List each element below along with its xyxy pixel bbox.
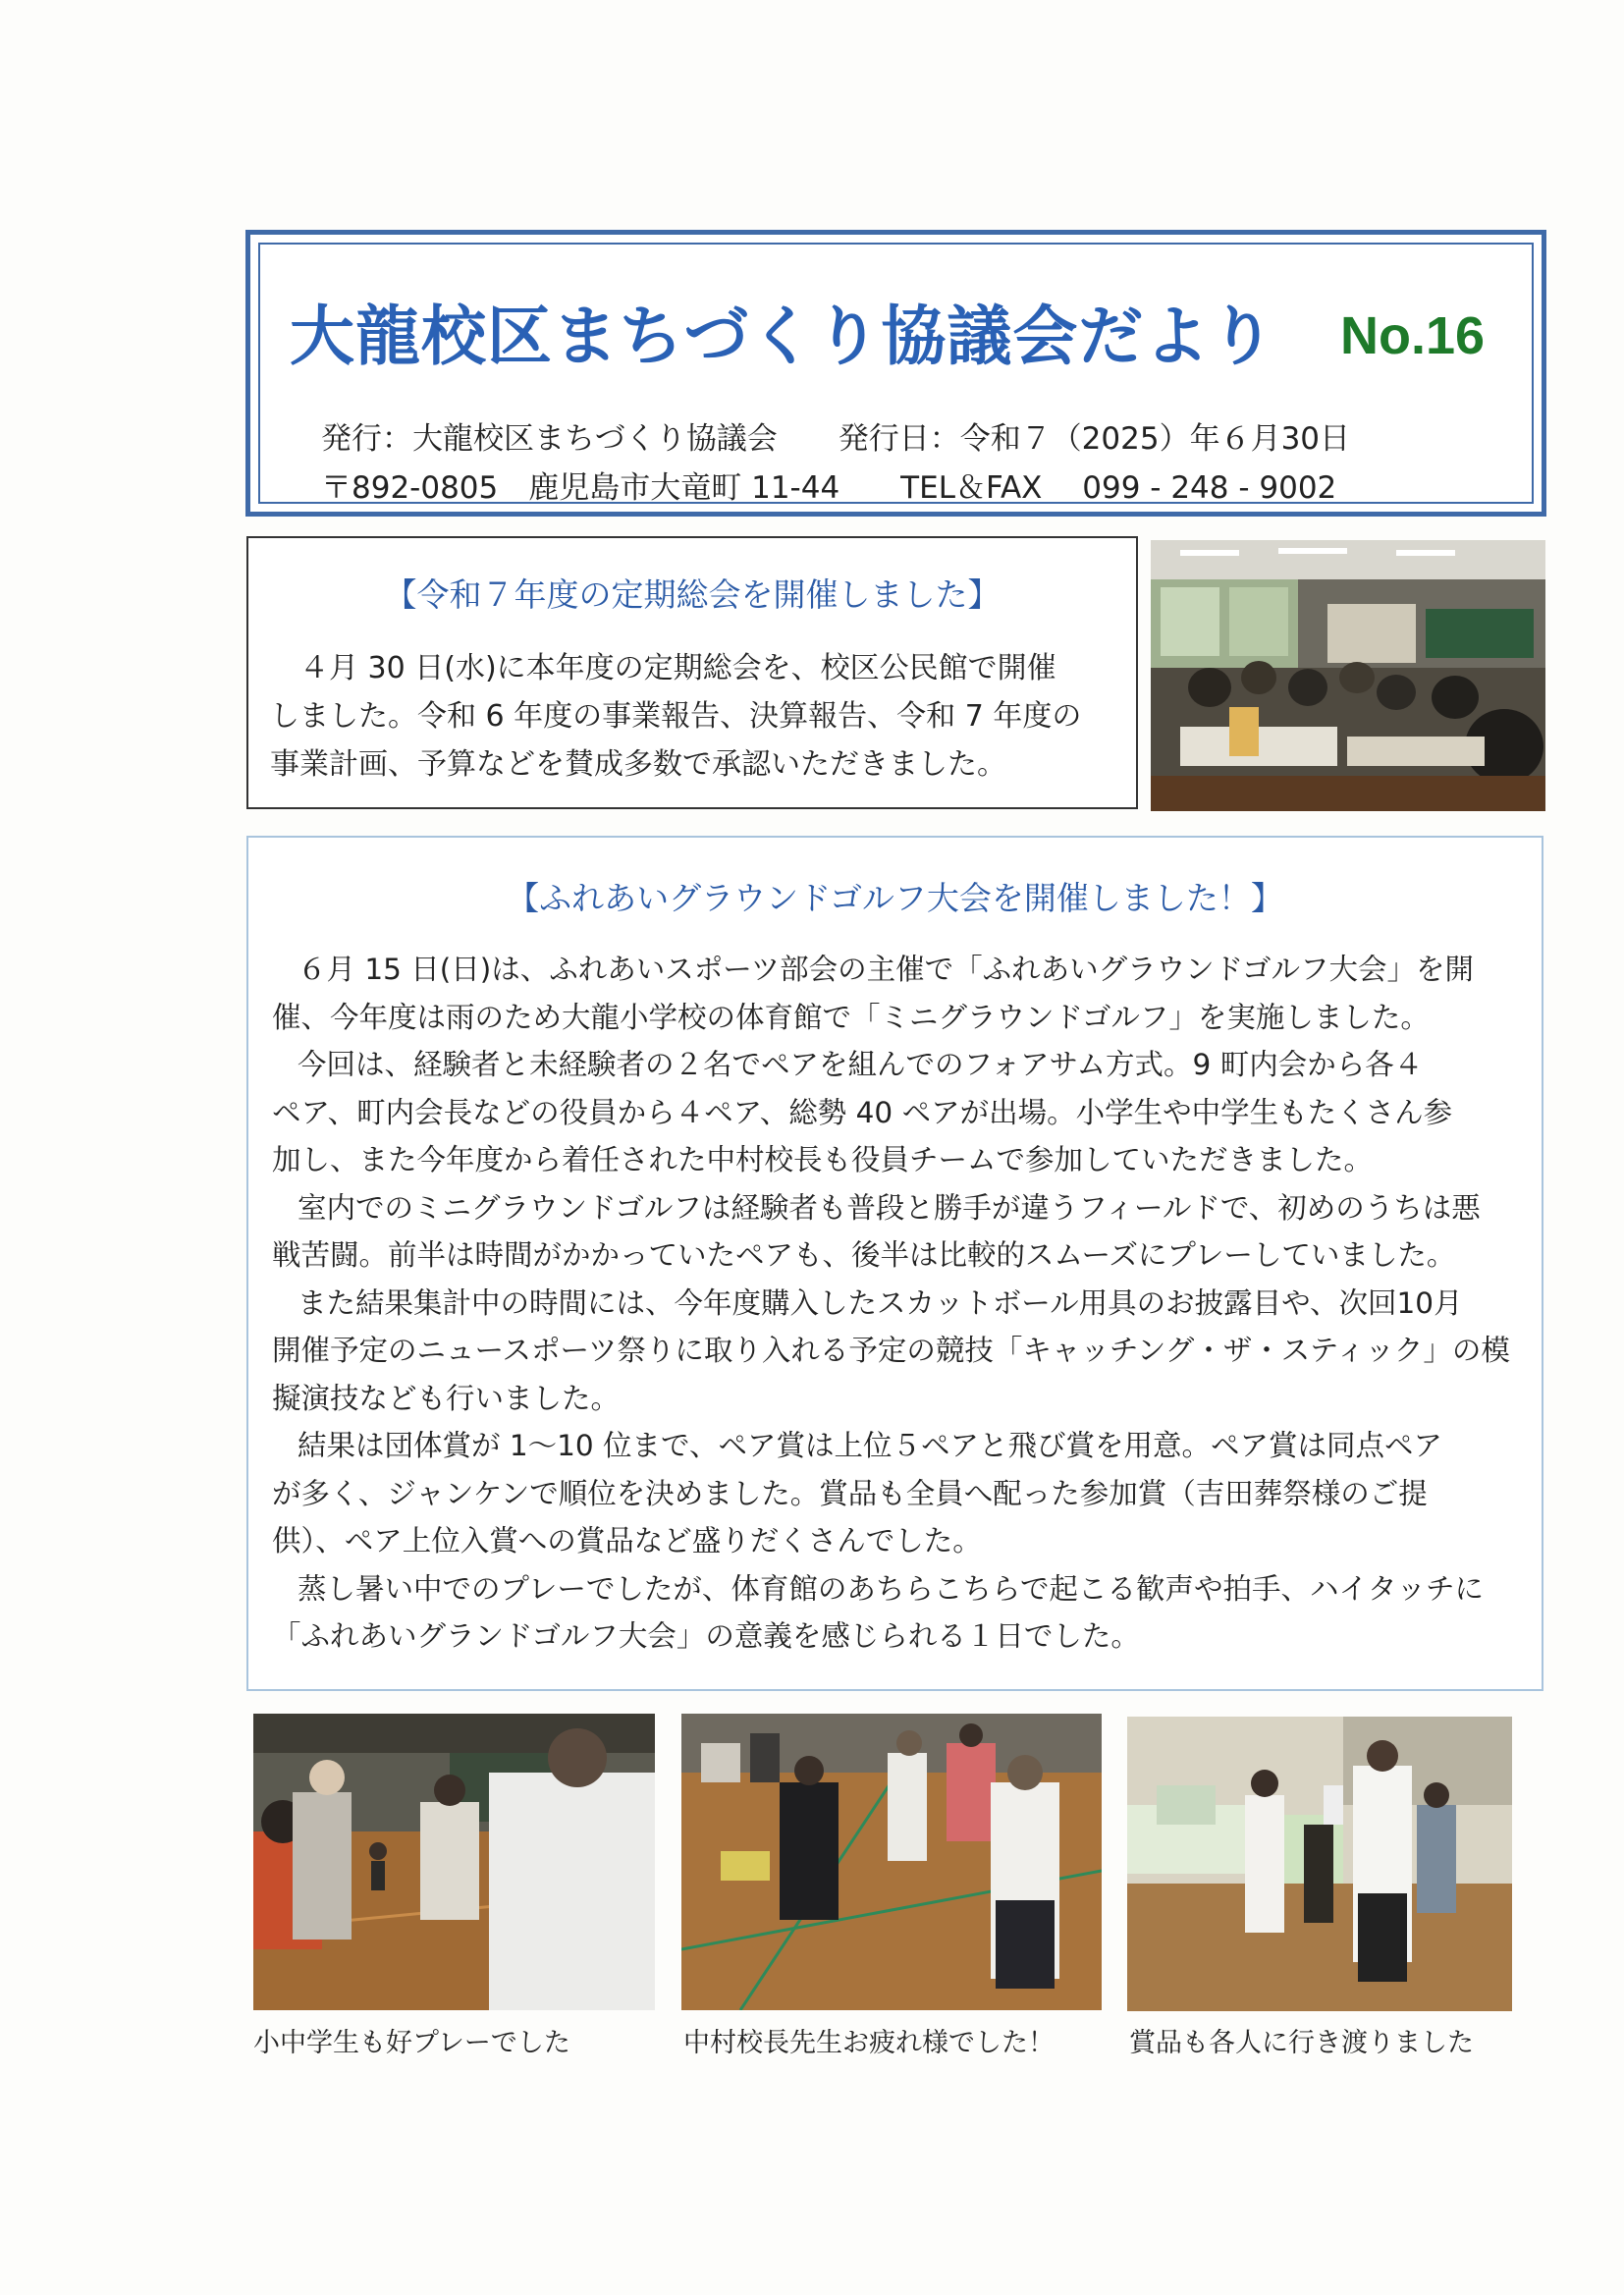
article-body (272, 946, 1524, 1661)
body-line: ４月 30 日(水)に本年度の定期総会を、校区公民館で開催 (299, 651, 1056, 685)
body-line: 加し、また今年度から着任された中村校長も役員チームで参加していただきました。 (272, 1143, 1374, 1176)
photo-caption: 賞品も各人に行き渡りました (1129, 2028, 1474, 2058)
body-line: また結果集計中の時間には、今年度購入したスカットボール用具のお披露目や、次回10月 (298, 1285, 1463, 1320)
body-line: が多く、ジャンケンで順位を決めました。賞品も全員へ配った参加賞（吉田葬祭様のご提 (272, 1476, 1428, 1510)
students-playing-photo (253, 1714, 655, 2010)
body-line: 蒸し暑い中でのプレーでしたが、体育館のあちらこちらで起こる歓声や拍手、ハイタッチに (298, 1571, 1485, 1606)
body-line: 供）、ペア上位入賞への賞品など盛りだくさんでした。 (272, 1524, 982, 1557)
masthead-inner-border (258, 243, 1534, 504)
article-heading: 【ふれあいグラウンドゴルフ大会を開催しました！】 (507, 879, 1283, 917)
masthead (245, 230, 1546, 517)
contact-line: 〒892-0805 鹿児島市大竜町 11-44 TEL＆FAX 099 - 248 - 9002 (321, 470, 1337, 506)
publisher-line: 発行：大龍校区まちづくり協議会 発行日：令和７（2025）年６月30日 (321, 421, 1351, 457)
photo-caption: 小中学生も好プレーでした (253, 2028, 570, 2058)
principal-playing-photo (681, 1714, 1102, 2010)
general-meeting-article (246, 536, 1138, 809)
body-line: ６月 15 日(日)は、ふれあいスポーツ部会の主催で「ふれあいグラウンドゴルフ大会」を開 (298, 953, 1474, 986)
issue-number: No.16 (1340, 306, 1486, 365)
body-line: ペア、町内会長などの役員から４ペア、総勢 40 ペアが出場。小学生や中学生もたくさん参 (272, 1095, 1453, 1129)
body-line: 室内でのミニグラウンドゴルフは経験者も普段と勝手が違うフィールドで、初めのうちは悪 (298, 1190, 1481, 1225)
body-line: 今回は、経験者と未経験者の２名でペアを組んでのフォアサム方式。9 町内会から各４ (298, 1048, 1424, 1081)
body-line: 開催予定のニュースポーツ祭りに取り入れる予定の競技「キャッチング・ザ・スティック」の模 (272, 1334, 1510, 1367)
body-line: 事業計画、予算などを賛成多数で承認いただきました。 (270, 747, 1006, 782)
article-heading: 【令和７年度の定期総会を開催しました】 (384, 575, 1001, 614)
body-line: 結果は団体賞が 1～10 位まで、ペア賞は上位５ペアと飛び賞を用意。ペア賞は同点ペア (298, 1429, 1442, 1462)
photo-caption: 中村校長先生お疲れ様でした！ (683, 2028, 1055, 2058)
meeting-photo (1151, 540, 1545, 811)
body-line: しました。令和 6 年度の事業報告、決算報告、令和 7 年度の (270, 699, 1082, 734)
body-line: 催、今年度は雨のため大龍小学校の体育館で「ミニグラウンドゴルフ」を実施しました。 (272, 1000, 1430, 1034)
body-line: 「ふれあいグランドゴルフ大会」の意義を感じられる１日でした。 (272, 1619, 1140, 1653)
ground-golf-article (246, 836, 1543, 1691)
newsletter-title: 大龍校区まちづくり協議会だより (290, 299, 1276, 374)
body-line: 擬演技なども行いました。 (272, 1381, 621, 1415)
body-line: 戦苦闘。前半は時間がかかっていたペアも、後半は比較的スムーズにプレーしていました。 (272, 1238, 1456, 1272)
article-body (270, 644, 1122, 789)
prize-giving-photo (1127, 1717, 1512, 2011)
